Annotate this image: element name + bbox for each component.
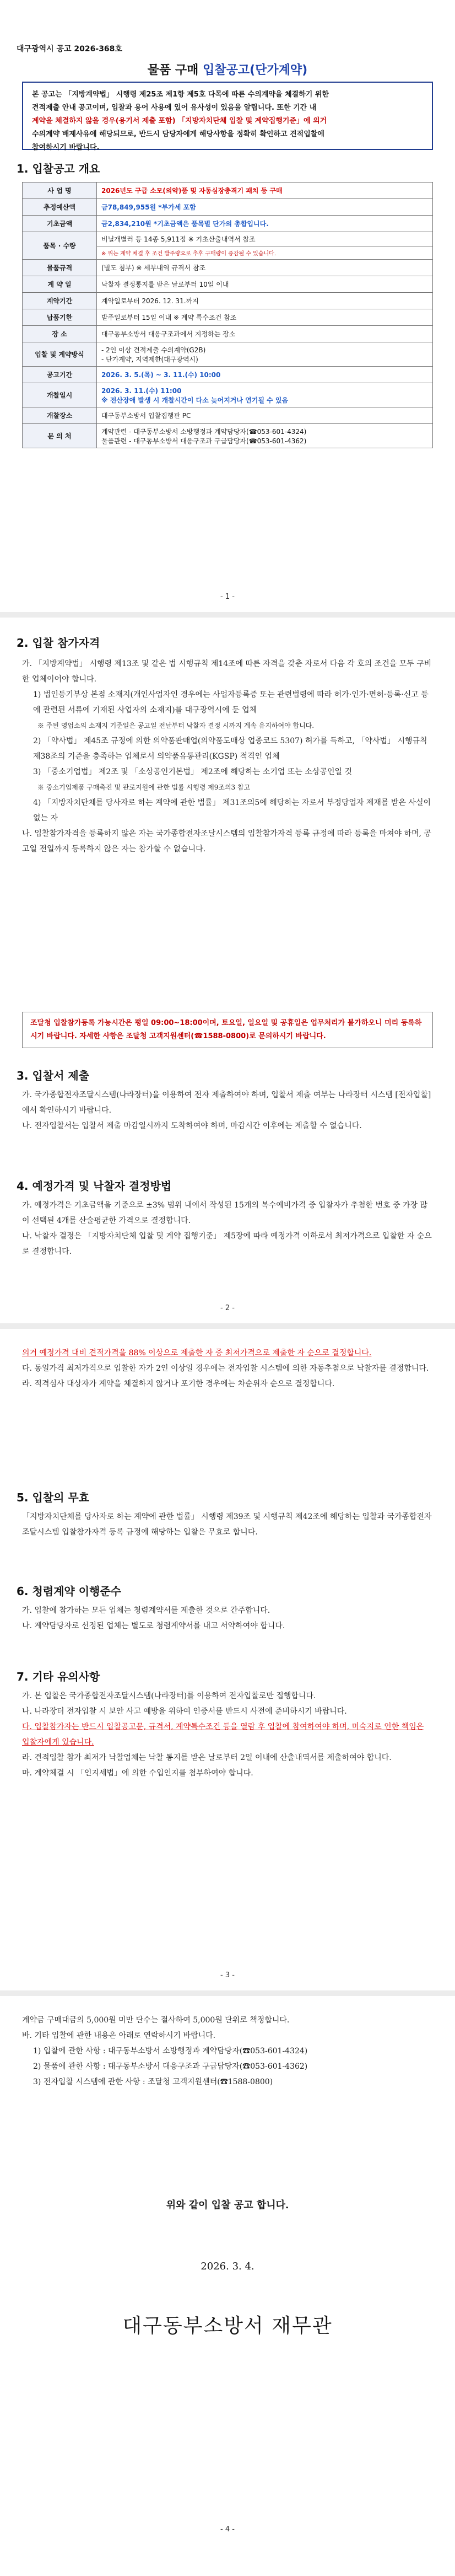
paragraph: 가. 본 입찰은 국가종합전자조달시스템(나라장터)를 이용하여 전자입찰로만 집행합니다. xyxy=(22,1692,316,1700)
intro-line: 본 공고는 「지방계약법」 시행령 제25조 제1항 제5호 다목에 따른 수의계약을 체결하기 위한 xyxy=(32,90,329,99)
row-key: 추정예산액 xyxy=(23,199,97,216)
intro-line: 계약을 체결하지 않을 경우(용기서 제출 포함) 「지방자치단체 입찰 및 계약집행기준」에 의거 xyxy=(32,117,327,125)
row-key: 장 소 xyxy=(23,326,97,342)
paragraph: 가. 「지방계약법」 시행령 제13조 및 같은 법 시행규칙 제14조에 따른 자격을 갖춘 자로서 다음 각 호의 조건을 모두 구비한 업체이어야 합니다. xyxy=(22,659,432,684)
section-4-body xyxy=(22,1198,433,1259)
table-row xyxy=(23,183,433,199)
section-3-body xyxy=(22,1087,433,1134)
paragraph: 「지방자치단체를 당사자로 하는 계약에 관한 법률」 시행령 제39조 및 시행규칙 제42조에 해당하는 입찰과 국가종합전자조달시스템 입찰참가자격 등록 규정에 해당하는 입찰은 무효로 합니다. xyxy=(22,1512,432,1537)
paragraph: ※ 중소기업제품 구매촉진 및 판로지원에 관한 법률 시행령 제9조의3 참고 xyxy=(37,783,251,791)
paragraph: 1) 법인등기부상 본점 소재지(개인사업자인 경우에는 사업자등록증 또는 관련법령에 따라 허가·인가·면허·등록·신고 등에 관련된 서류에 기재된 사업자의 소재지)를 대구광역시에 둔 업체 xyxy=(33,690,429,715)
paragraph: 4) 「지방자치단체를 당사자로 하는 계약에 관한 법률」 제31조의5에 해당하는 자로서 부정당업자 제재를 받은 사실이 없는 자 xyxy=(33,798,431,823)
page-divider xyxy=(0,612,455,618)
row-key: 개찰일시 xyxy=(23,383,97,407)
registration-notice-box: 조달청 입찰참가등록 가능시간은 평일 09:00~18:00이며, 토요일, 일요일 및 공휴일은 업무처리가 불가하오니 미리 등록하시기 바랍니다. 자세한 사항은 조달청 고객지원센터(☎1588-0800)로 문의하시기 바랍니다. xyxy=(22,1012,433,1048)
paragraph: 3) 전자입찰 시스템에 관한 사항 : 조달청 고객지원센터(☎1588-0800) xyxy=(33,2078,273,2086)
row-key: 개찰장소 xyxy=(23,407,97,424)
page-number: - 3 - xyxy=(220,1971,235,1979)
paragraph: 가. 예정가격은 기초금액을 기준으로 ±3% 범위 내에서 작성된 15개의 복수예비가격 중 입찰자가 추첨한 번호 중 가장 많이 선택된 4개를 산술평균한 가격으로 결정합니다. xyxy=(22,1201,427,1225)
row-key: 기초금액 xyxy=(23,216,97,232)
paragraph: 계약금 구매대금의 5,000원 미만 단수는 절사하여 5,000원 단위로 책정합니다. xyxy=(22,2016,290,2025)
section-heading-3: 3. 입찰서 제출 xyxy=(17,1069,90,1082)
table-row xyxy=(23,367,433,383)
table-row xyxy=(23,199,433,216)
section-heading-4: 4. 예정가격 및 낙찰자 결정방법 xyxy=(17,1179,172,1193)
section-7-continued xyxy=(22,2012,433,2090)
notice-number: 대구광역시 공고 2026-368호 xyxy=(17,45,122,53)
title-prefix: 물품 구매 xyxy=(147,63,203,77)
row-value: 대구동부소방서 입찰집행관 PC xyxy=(97,407,433,424)
page-title xyxy=(0,61,455,78)
row-value: 2026. 3. 5.(목) ~ 3. 11.(수) 10:00 xyxy=(97,367,433,383)
row-value: 계약관련 - 대구동부소방서 소방행정과 계약담당자(☎053-601-4324) 물품관련 - 대구동부소방서 대응구조과 구급담당자(☎053-601-4362) xyxy=(97,424,433,448)
table-row xyxy=(23,407,433,424)
paragraph: 나. 입찰참가자격을 등록하지 않은 자는 국가종합전자조달시스템의 입찰참가자격 등록 규정에 따라 등록을 마쳐야 하며, 공고일 전일까지 등록하지 않은 자는 참가할 수 없습니다. xyxy=(22,829,431,854)
page-number: - 2 - xyxy=(220,1304,235,1312)
table-row xyxy=(23,276,433,293)
paragraph: 의거 예정가격 대비 견적가격을 88% 이상으로 제출한 자 중 최저가격으로 제출한 자 순으로 결정합니다. xyxy=(22,1349,372,1357)
paragraph: 라. 적격심사 대상자가 계약을 체결하지 않거나 포기한 경우에는 차순위자 순으로 결정합니다. xyxy=(22,1380,335,1388)
section-4-continued xyxy=(22,1345,433,1392)
paragraph: 마. 계약체결 시 「인지세법」에 의한 수입인지를 첨부하여야 합니다. xyxy=(22,1769,253,1778)
closing-line: 위와 같이 입찰 공고 합니다. xyxy=(166,2199,289,2211)
table-row xyxy=(23,216,433,232)
overview-table xyxy=(22,182,433,448)
paragraph: ※ 주된 영업소의 소재지 기준일은 공고일 전날부터 낙찰자 결정 시까지 계속 유지하여야 합니다. xyxy=(37,722,315,729)
intro-box xyxy=(22,82,433,150)
issuer-name: 대구동부소방서 재무관 xyxy=(122,2315,333,2337)
row-value: 금2,834,210원 *기초금액은 품목별 단가의 총합입니다. xyxy=(97,216,433,232)
row-value: 발주일로부터 15일 이내 ※ 계약 특수조건 참조 xyxy=(97,309,433,326)
paragraph: 다. 동일가격 최저가격으로 입찰한 자가 2인 이상일 경우에는 전자입찰 시스템에 의한 자동추첨으로 낙찰자를 결정합니다. xyxy=(22,1364,429,1373)
row-value: 금78,849,955원 *부가세 포함 xyxy=(97,199,433,216)
paragraph: 나. 나라장터 전자입찰 시 보안 사고 예방을 위하여 인증서를 반드시 사전에 준비하시기 바랍니다. xyxy=(22,1707,347,1716)
row-key: 계약기간 xyxy=(23,293,97,309)
notice-date: 2026. 3. 4. xyxy=(201,2261,254,2272)
table-row xyxy=(23,232,433,246)
paragraph: 다. 입찰참가자는 반드시 입찰공고문, 규격서, 계약특수조건 등을 열람 후 입찰에 참여하여야 하며, 미숙지로 인한 책임은 입찰자에게 있습니다. xyxy=(22,1722,424,1747)
row-key: 입찰 및 계약방식 xyxy=(23,342,97,367)
row-value: 2026년도 구급 소모(의약)품 및 자동심장충격기 패치 등 구매 xyxy=(97,183,433,199)
paragraph: 가. 입찰에 참가하는 모든 업체는 청렴계약서를 제출한 것으로 간주합니다. xyxy=(22,1606,270,1615)
table-row xyxy=(23,293,433,309)
paragraph: 가. 국가종합전자조달시스템(나라장터)을 이용하여 전자 제출하여야 하며, 입찰서 제출 여부는 나라장터 시스템 [전자입찰]에서 확인하시기 바랍니다. xyxy=(22,1091,431,1115)
paragraph: 1) 입찰에 관한 사항 : 대구동부소방서 소방행정과 계약담당자(☎053-601-4324) xyxy=(33,2047,308,2056)
page-number: - 4 - xyxy=(220,2525,235,2534)
page-divider xyxy=(0,1323,455,1329)
row-key: 공고기간 xyxy=(23,367,97,383)
paragraph: 3) 「중소기업법」 제2조 및 「소상공인기본법」 제2조에 해당하는 소기업 또는 소상공인일 것 xyxy=(33,768,352,776)
paragraph: 바. 기타 입찰에 관한 내용은 아래로 연락하시기 바랍니다. xyxy=(22,2031,216,2040)
row-key: 문 의 처 xyxy=(23,424,97,448)
paragraph: 라. 견적입찰 참가 최저가 낙찰업체는 낙찰 통지를 받은 날로부터 2일 이내에 산출내역서를 제출하여야 합니다. xyxy=(22,1753,392,1762)
row-key: 계 약 일 xyxy=(23,276,97,293)
section-6-body xyxy=(22,1603,433,1634)
paragraph: 2) 물품에 관한 사항 : 대구동부소방서 대응구조과 구급담당자(☎053-601-4362) xyxy=(33,2062,308,2071)
row-value: (별도 첨부) ※ 세부내역 규격서 참조 xyxy=(97,260,433,276)
section-heading-6: 6. 청렴계약 이행준수 xyxy=(17,1585,121,1598)
intro-line: 견적제출 안내 공고이며, 입찰과 용어 사용에 있어 유사성이 있음을 알립니다. 또한 기간 내 xyxy=(32,104,317,112)
row-value: 대구동부소방서 대응구조과에서 지정하는 장소 xyxy=(97,326,433,342)
paragraph: 2) 「약사법」 제45조 규정에 의한 의약품판매업(의약품도매상 업종코드 5307) 허가를 득하고, 「약사법」 시행규칙 제38조의 기준을 충족하는 업체로서 의약품유통관리(KGSP) 적격인 업체 xyxy=(33,737,427,761)
row-key: 납품기한 xyxy=(23,309,97,326)
paragraph: 나. 계약담당자로 선정된 업체는 별도로 청렴계약서를 내고 서약하여야 합니다. xyxy=(22,1622,285,1630)
section-heading-7: 7. 기타 유의사항 xyxy=(17,1670,100,1683)
section-heading-2: 2. 입찰 참가자격 xyxy=(17,636,100,650)
table-row xyxy=(23,326,433,342)
row-value: - 2인 이상 견적제출 수의계약(G2B) - 단가계약, 지역제한(대구광역시) xyxy=(97,342,433,367)
intro-line: 참여하시기 바랍니다. xyxy=(32,143,100,152)
table-row xyxy=(23,383,433,407)
table-row xyxy=(23,260,433,276)
row-key: 사 업 명 xyxy=(23,183,97,199)
row-value: 계약일로부터 2026. 12. 31.까지 xyxy=(97,293,433,309)
section-7-body xyxy=(22,1688,433,1781)
row-key: 물품규격 xyxy=(23,260,97,276)
table-row xyxy=(23,309,433,326)
section-heading-5: 5. 입찰의 무효 xyxy=(17,1491,90,1504)
section-5-body xyxy=(22,1509,433,1540)
paragraph: 나. 낙찰자 결정은 「지방자치단체 입찰 및 계약 집행기준」 제5장에 따라 예정가격 이하로서 최저가격으로 입찰한 자 순으로 결정합니다. xyxy=(22,1232,432,1256)
page-number: - 1 - xyxy=(220,593,235,601)
row-value: 비닐개별러 등 14종 5,911점 ※ 기초산출내역서 참조 xyxy=(97,232,433,246)
table-row xyxy=(23,342,433,367)
table-row xyxy=(23,424,433,448)
row-value: 낙찰자 결정통지를 받은 날로부터 10일 이내 xyxy=(97,276,433,293)
section-heading-1: 1. 입찰공고 개요 xyxy=(17,162,100,175)
section-2-body xyxy=(22,656,433,857)
row-value: ※ 위는 계약 체결 후 조건 발주량으로 추후 구매량이 증감될 수 있습니다. xyxy=(97,246,433,260)
page-divider xyxy=(0,1990,455,1996)
title-main: 입찰공고(단가계약) xyxy=(203,63,308,77)
row-value: 2026. 3. 11.(수) 11:00 ※ 전산장애 발생 시 개찰시간이 다소 늦어지거나 연기될 수 있음 xyxy=(97,383,433,407)
row-key: 품목 · 수량 xyxy=(23,232,97,260)
paragraph: 나. 전자입찰서는 입찰서 제출 마감일시까지 도착하여야 하며, 마감시간 이후에는 제출할 수 없습니다. xyxy=(22,1121,362,1130)
intro-line: 수의계약 배제사유에 해당되므로, 반드시 담당자에게 해당사항을 정확히 확인하고 견적입찰에 xyxy=(32,130,324,138)
